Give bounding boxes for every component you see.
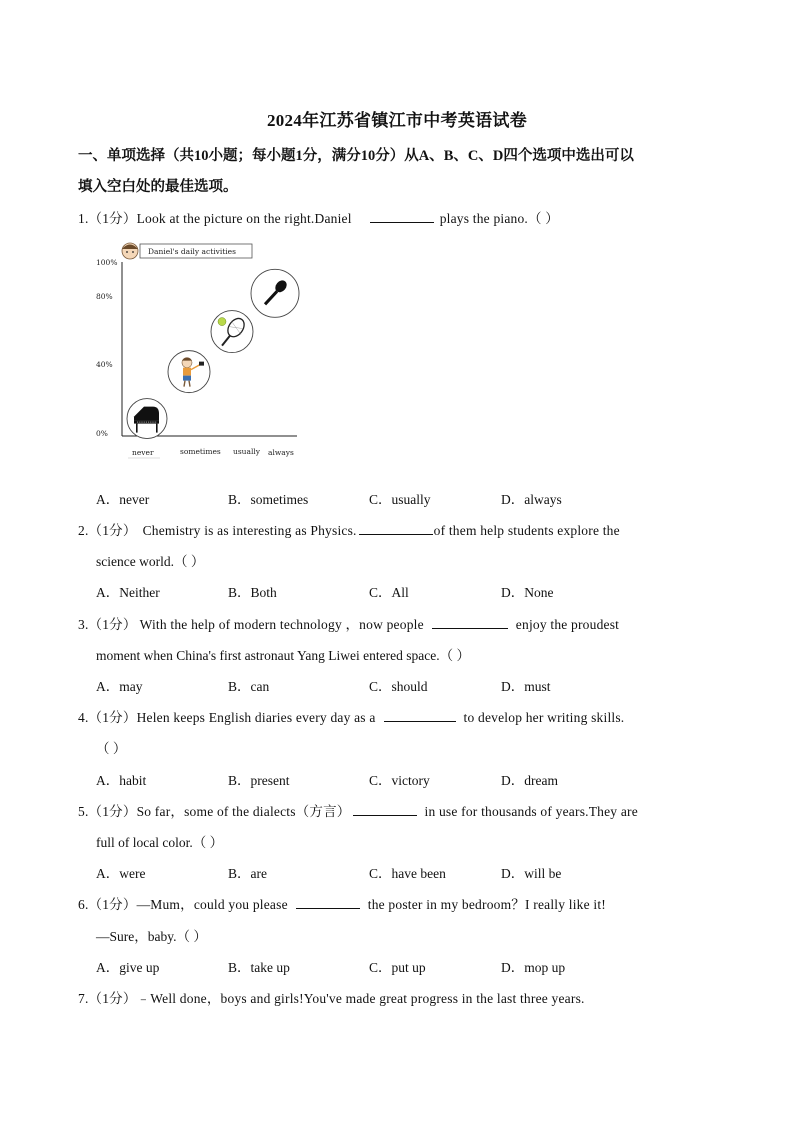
question-text: ﹣Well done，boys and girls!You've made great progress in the last three years.: [136, 991, 585, 1006]
chart-point-boy: [168, 351, 210, 393]
chart-svg: [92, 238, 306, 466]
option-a[interactable]: A．give up: [96, 960, 160, 975]
chart-point-microphone: [251, 269, 299, 317]
answer-blank: [359, 522, 433, 535]
answer-blank: [296, 896, 360, 909]
x-tick-label: never: [132, 448, 154, 457]
answer-blank: [432, 616, 508, 629]
x-tick-label: usually: [233, 447, 261, 456]
chart-point-tennis: [211, 311, 253, 353]
option-b[interactable]: B．can: [228, 679, 270, 694]
option-b[interactable]: B．take up: [228, 960, 290, 975]
question-text: in use for thousands of years.They are: [424, 804, 638, 819]
question-number: 1.（1分）: [78, 211, 137, 226]
option-b[interactable]: B．sometimes: [228, 492, 309, 507]
option-b[interactable]: B．Both: [228, 585, 277, 600]
question-number: 7.（1分）: [78, 991, 137, 1006]
option-b[interactable]: B．present: [228, 773, 290, 788]
option-a[interactable]: A．may: [96, 679, 143, 694]
question-number: 4.（1分）: [78, 710, 137, 725]
option-c[interactable]: C．should: [369, 679, 428, 694]
option-d[interactable]: D．always: [501, 492, 562, 507]
y-tick-label: 40%: [96, 360, 113, 369]
option-a[interactable]: A．were: [96, 866, 146, 881]
question-text: of them help students explore the: [433, 523, 620, 538]
x-tick-label: sometimes: [180, 447, 221, 456]
question-3-line2: moment when China's first astronaut Yang Liwei entered space.（ ）: [96, 648, 470, 663]
question-2: [78, 519, 620, 539]
question-6-line2: —Sure，baby.（ ）: [96, 929, 207, 944]
answer-blank: [353, 803, 417, 816]
question-2-line2: science world.（ ）: [96, 554, 205, 569]
option-a[interactable]: A．Neither: [96, 585, 160, 600]
question-4: [78, 706, 624, 726]
question-text: With the help of modern technology ，now people: [139, 617, 424, 632]
question-3: [78, 613, 619, 633]
question-1: [78, 207, 559, 227]
chart-title: Daniel's daily activities: [148, 247, 236, 256]
question-7: [78, 987, 585, 1007]
option-d[interactable]: D．dream: [501, 773, 558, 788]
y-tick-label: 80%: [96, 292, 113, 301]
question-text: Look at the picture on the right.Daniel: [136, 211, 352, 226]
question-number: 2.（1分）: [78, 523, 137, 538]
chart-point-piano: [127, 399, 167, 439]
question-text: —Mum，could you please: [136, 897, 288, 912]
option-d[interactable]: D．will be: [501, 866, 562, 881]
boy-avatar-icon: [122, 243, 138, 259]
option-c[interactable]: C．usually: [369, 492, 431, 507]
question-4-line2: （ ）: [96, 741, 127, 756]
question-6: [78, 893, 606, 913]
answer-blank: [370, 210, 434, 223]
section-heading-line1: 一、单项选择（共10小题；每小题1分，满分10分）从A、B、C、D四个选项中选出可以: [78, 148, 634, 164]
option-a[interactable]: A．never: [96, 492, 150, 507]
option-d[interactable]: D．mop up: [501, 960, 566, 975]
page-title: 2024年江苏省镇江市中考英语试卷: [266, 111, 528, 130]
x-tick-label: always: [268, 448, 294, 457]
question-text: the poster in my bedroom？I really like it!: [367, 897, 606, 912]
option-c[interactable]: C．victory: [369, 773, 430, 788]
option-c[interactable]: C．put up: [369, 960, 426, 975]
question-text: enjoy the proudest: [515, 617, 620, 632]
option-d[interactable]: D．None: [501, 585, 554, 600]
option-d[interactable]: D．must: [501, 679, 551, 694]
question-number: 6.（1分）: [78, 897, 137, 912]
question-number: 5.（1分）: [78, 804, 137, 819]
y-tick-label: 0%: [96, 429, 108, 438]
question-text: to develop her writing skills.: [463, 710, 625, 725]
activities-chart: [92, 238, 306, 466]
question-text: plays the piano.（ ）: [439, 211, 559, 226]
option-c[interactable]: C．have been: [369, 866, 446, 881]
option-b[interactable]: B．are: [228, 866, 267, 881]
section-heading-line2: 填入空白处的最佳选项。: [78, 179, 238, 195]
question-text: Chemistry is as interesting as Physics.: [142, 523, 357, 538]
answer-blank: [384, 709, 456, 722]
option-a[interactable]: A．habit: [96, 773, 147, 788]
option-c[interactable]: C．All: [369, 585, 409, 600]
question-text: Helen keeps English diaries every day as a: [136, 710, 376, 725]
question-text: So far，some of the dialects（方言）: [136, 804, 351, 819]
question-5-line2: full of local color.（ ）: [96, 835, 224, 850]
y-tick-label: 100%: [96, 258, 118, 267]
question-number: 3.（1分）: [78, 617, 137, 632]
question-5: [78, 800, 638, 820]
